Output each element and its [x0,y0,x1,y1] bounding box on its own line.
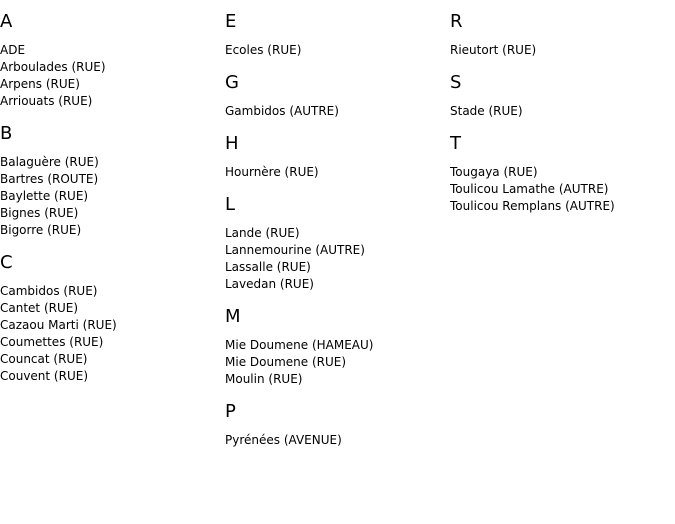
letter-group [225,12,450,59]
street-link[interactable]: Tougaya (RUE) [450,165,538,179]
street-list [0,42,225,110]
street-link[interactable]: Lavedan (RUE) [225,277,314,291]
street-link[interactable]: Hournère (RUE) [225,165,319,179]
street-list [225,42,450,59]
street-link[interactable]: Councat (RUE) [0,352,88,366]
street-list-item [225,242,450,259]
street-link[interactable]: Moulin (RUE) [225,372,303,386]
street-list [0,283,225,385]
street-list-item [0,76,225,93]
street-link[interactable]: Mie Doumene (RUE) [225,355,347,369]
street-link[interactable]: Toulicou Remplans (AUTRE) [450,199,615,213]
street-list-item [0,283,225,300]
letter-heading: M [225,306,241,327]
letter-group [225,307,450,388]
street-link[interactable]: Pyrénées (AVENUE) [225,433,342,447]
letter-heading: P [225,401,236,422]
street-list [225,103,450,120]
street-list-item [450,42,675,59]
street-list-item [450,103,675,120]
street-link[interactable]: Lassalle (RUE) [225,260,311,274]
street-link[interactable]: Coumettes (RUE) [0,335,104,349]
street-list-item [0,351,225,368]
street-list-item [0,188,225,205]
street-link[interactable]: Toulicou Lamathe (AUTRE) [450,182,609,196]
street-list-item [225,103,450,120]
street-index-column-1 [0,12,225,399]
street-list-item [0,368,225,385]
street-link[interactable]: Baylette (RUE) [0,189,89,203]
street-list [225,337,450,388]
street-list-item [0,93,225,110]
letter-heading: S [450,72,462,93]
street-link[interactable]: Cantet (RUE) [0,301,79,315]
letter-group [450,73,675,120]
street-link[interactable]: Couvent (RUE) [0,369,89,383]
letter-group [225,402,450,449]
street-list [450,164,675,215]
street-link[interactable]: Stade (RUE) [450,104,523,118]
street-link[interactable]: Arriouats (RUE) [0,94,93,108]
street-index-column-3 [450,12,675,229]
street-link[interactable]: Bigorre (RUE) [0,223,82,237]
street-list-item [0,154,225,171]
street-list-item [0,42,225,59]
street-list-item [0,205,225,222]
letter-group [0,12,225,110]
street-list [0,154,225,239]
street-list-item [225,225,450,242]
street-list-item [225,432,450,449]
street-link[interactable]: ADE [0,43,26,57]
letter-group [0,124,225,239]
letter-heading: L [225,194,236,215]
letter-group [0,253,225,385]
letter-heading: T [450,133,461,154]
street-list-item [225,337,450,354]
letter-group [225,195,450,293]
street-list-item [225,259,450,276]
street-link[interactable]: Cambidos (RUE) [0,284,98,298]
street-list-item [225,42,450,59]
street-list [225,164,450,181]
street-link[interactable]: Cazaou Marti (RUE) [0,318,117,332]
street-link[interactable]: Bartres (ROUTE) [0,172,99,186]
street-list-item [225,164,450,181]
letter-heading: R [450,11,463,32]
street-link[interactable]: Balaguère (RUE) [0,155,99,169]
street-list-item [0,59,225,76]
letter-heading: B [0,123,13,144]
letter-heading: A [0,11,13,32]
street-link[interactable]: Rieutort (RUE) [450,43,537,57]
street-link[interactable]: Arboulades (RUE) [0,60,106,74]
letter-group [450,134,675,215]
street-list-item [0,334,225,351]
letter-heading: C [0,252,13,273]
street-list-item [0,171,225,188]
letter-group [450,12,675,59]
street-link[interactable]: Lande (RUE) [225,226,300,240]
street-list-item [225,371,450,388]
letter-heading: E [225,11,237,32]
street-list [450,103,675,120]
letter-group [225,134,450,181]
street-list [225,225,450,293]
street-list-item [225,354,450,371]
street-list-item [0,300,225,317]
street-link[interactable]: Gambidos (AUTRE) [225,104,339,118]
street-link[interactable]: Lannemourine (AUTRE) [225,243,365,257]
street-index-column-2 [225,12,450,463]
street-link[interactable]: Ecoles (RUE) [225,43,302,57]
street-list-item [450,164,675,181]
street-list [450,42,675,59]
street-list [225,432,450,449]
street-list-item [0,222,225,239]
street-link[interactable]: Mie Doumene (HAMEAU) [225,338,374,352]
street-list-item [225,276,450,293]
street-link[interactable]: Bignes (RUE) [0,206,79,220]
letter-heading: H [225,133,239,154]
street-list-item [0,317,225,334]
street-list-item [450,181,675,198]
letter-group [225,73,450,120]
letter-heading: G [225,72,239,93]
street-link[interactable]: Arpens (RUE) [0,77,80,91]
street-list-item [450,198,675,215]
